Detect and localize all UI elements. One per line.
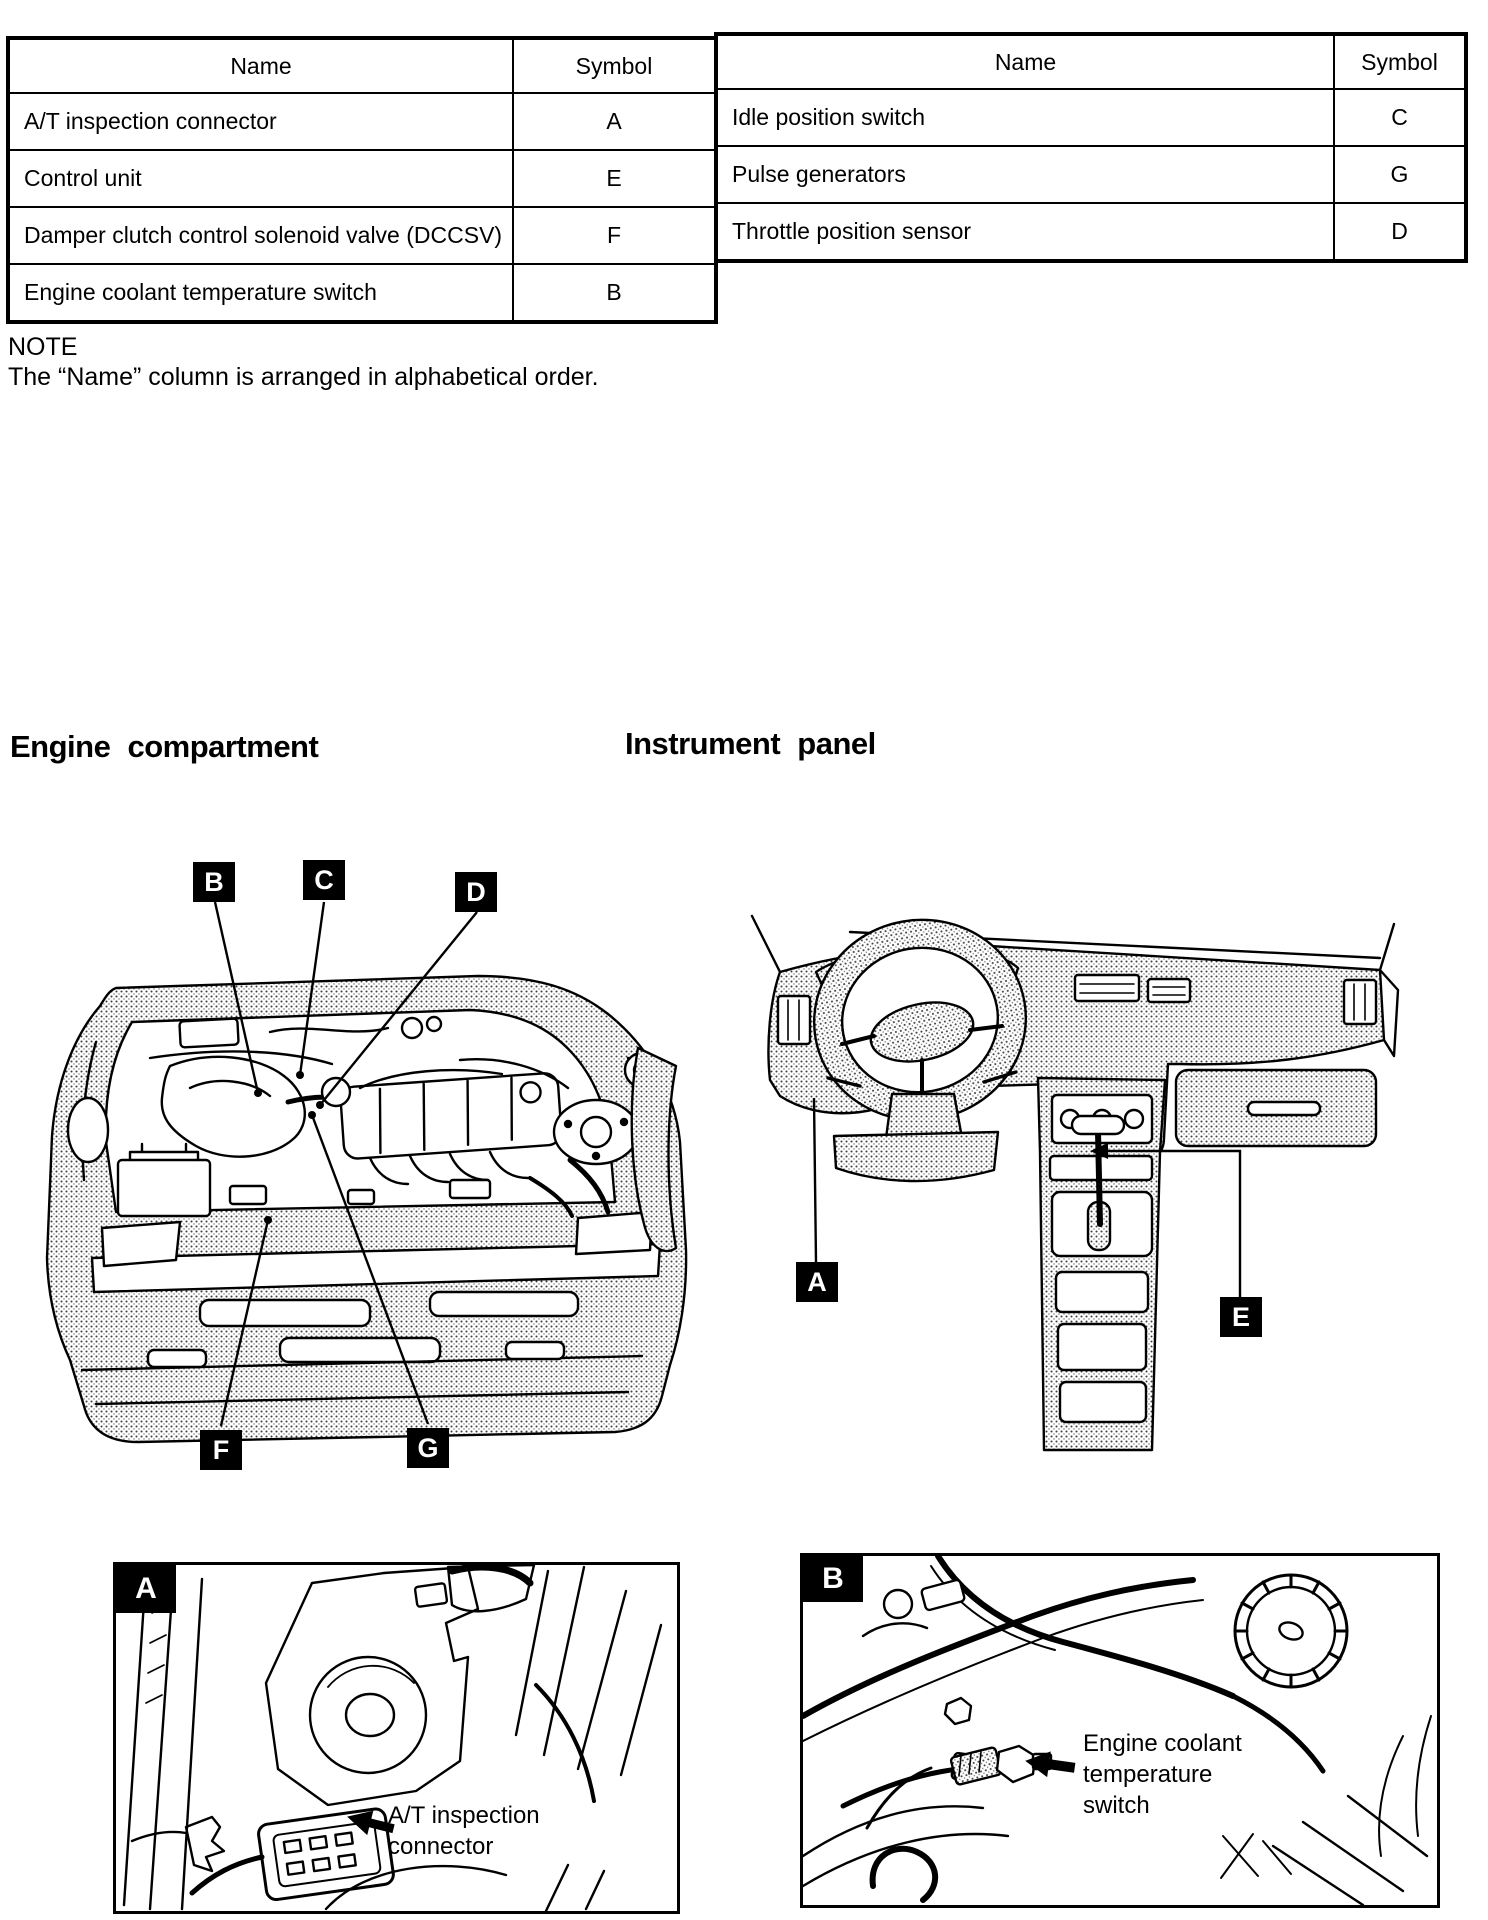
symbol-cell: E <box>513 150 716 207</box>
grille-slot <box>200 1300 370 1326</box>
shift-lever <box>1098 1132 1100 1224</box>
symbol-header: Symbol <box>1334 34 1466 89</box>
symbol-cell: C <box>1334 89 1466 146</box>
table-row <box>8 207 716 264</box>
note <box>8 332 599 392</box>
name-header: Name <box>8 38 513 93</box>
instrument-panel-diagram <box>620 880 1400 1480</box>
symbol-table-left <box>6 36 718 324</box>
name-cell: Idle position switch <box>716 89 1334 146</box>
table-row <box>8 264 716 322</box>
coolant-temperature-switch <box>867 1698 1051 1828</box>
symbol-cell: G <box>1334 146 1466 203</box>
table-header-row <box>8 38 716 93</box>
valve-cover <box>340 1072 562 1159</box>
name-header: Name <box>716 34 1334 89</box>
engine-compartment-illustration <box>30 830 690 1510</box>
detail-view-a <box>113 1562 680 1914</box>
symbol-cell: B <box>513 264 716 322</box>
table-row <box>716 146 1466 203</box>
table-row <box>716 203 1466 261</box>
detail-b-corner-label: B <box>803 1556 863 1602</box>
detail-view-b <box>800 1553 1440 1908</box>
detail-b-caption: Engine coolant temperature switch <box>1083 1730 1242 1819</box>
instrument-panel-illustration <box>620 880 1400 1480</box>
callout-a: A <box>796 1262 838 1302</box>
grille-slot <box>280 1338 440 1362</box>
symbol-cell: D <box>1334 203 1466 261</box>
detail-a-caption: A/T inspection connector <box>388 1802 540 1860</box>
callout-e: E <box>1220 1297 1262 1337</box>
engine-compartment-diagram <box>30 830 690 1510</box>
detail-a-corner-label: A <box>116 1565 176 1613</box>
name-cell: Damper clutch control solenoid valve (DCCSV) <box>8 207 513 264</box>
table-header-row <box>716 34 1466 89</box>
headlight <box>102 1222 180 1266</box>
name-cell: A/T inspection connector <box>8 93 513 150</box>
table-row <box>8 150 716 207</box>
callout-d: D <box>455 872 497 912</box>
table-row <box>8 93 716 150</box>
name-cell: Control unit <box>8 150 513 207</box>
note-title: NOTE <box>8 333 78 361</box>
radiator-cap <box>1235 1575 1347 1687</box>
symbol-cell: A <box>513 93 716 150</box>
battery <box>118 1160 210 1216</box>
table-row <box>716 89 1466 146</box>
instrument-panel-heading: Instrument panel <box>625 726 876 761</box>
symbol-table-right <box>714 32 1468 263</box>
symbol-cell: F <box>513 207 716 264</box>
name-cell: Throttle position sensor <box>716 203 1334 261</box>
callout-c: C <box>303 860 345 900</box>
callout-f: F <box>200 1430 242 1470</box>
name-cell: Engine coolant temperature switch <box>8 264 513 322</box>
symbol-header: Symbol <box>513 38 716 93</box>
name-cell: Pulse generators <box>716 146 1334 203</box>
knee-panel <box>834 1132 998 1181</box>
grille-slot <box>430 1292 578 1316</box>
callout-b: B <box>193 862 235 902</box>
engine-compartment-heading: Engine compartment <box>10 729 319 764</box>
callout-g: G <box>407 1428 449 1468</box>
note-text: The “Name” column is arranged in alphabetical order. <box>8 363 599 391</box>
